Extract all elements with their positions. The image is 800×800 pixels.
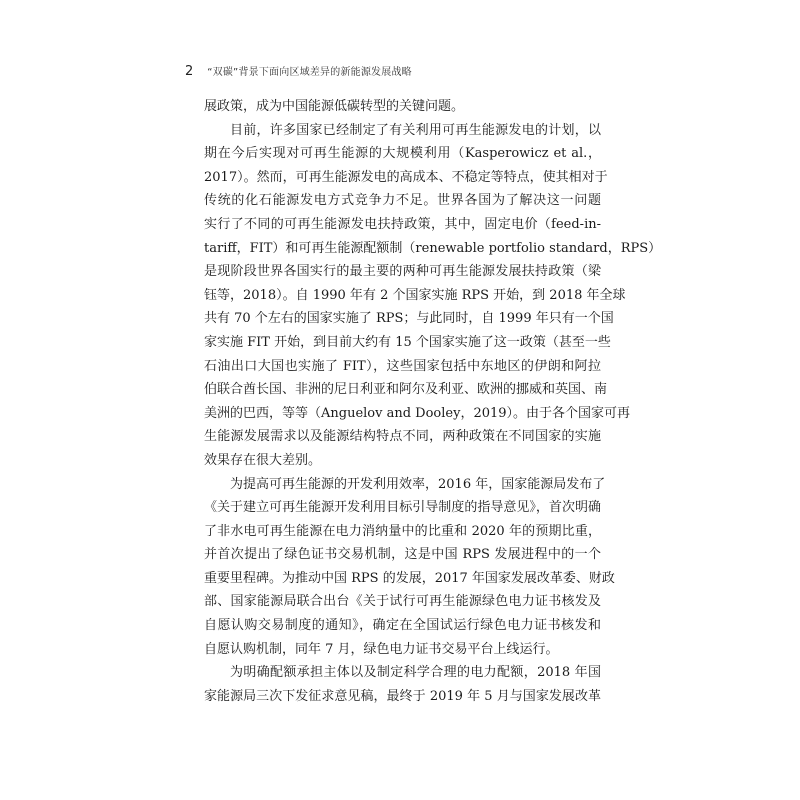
text-line: 目前，许多国家已经制定了有关利用可再生能源发电的计划，以 xyxy=(230,122,601,138)
running-title: “双碳”背景下面向区域差异的新能源发展战略 xyxy=(207,67,412,78)
text-line: 是现阶段世界各国实行的最主要的两种可再生能源发展扶持政策（梁 xyxy=(204,264,601,280)
text-line: 为提高可再生能源的开发利用效率，2016 年，国家能源局发布了 xyxy=(230,476,606,492)
text-line: 钰等，2018）。自 1990 年有 2 个国家实施 RPS 开始，到 2018 年全球 xyxy=(204,287,626,303)
body-text xyxy=(204,95,662,708)
text-line: 自愿认购机制，同年 7 月，绿色电力证书交易平台上线运行。 xyxy=(204,641,559,657)
text-line: 共有 70 个左右的国家实施了 RPS；与此同时，自 1999 年只有一个国 xyxy=(204,311,614,327)
text-line: 生能源发展需求以及能源结构特点不同，两种政策在不同国家的实施 xyxy=(204,429,601,445)
text-line: 2017）。然而，可再生能源发电的高成本、不稳定等特点，使其相对于 xyxy=(204,169,608,185)
text-line: 并首次提出了绿色证书交易机制，这是中国 RPS 发展进程中的一个 xyxy=(204,547,601,563)
text-line: 展政策，成为中国能源低碳转型的关键问题。 xyxy=(204,99,465,114)
text-line: 家能源局三次下发征求意见稿，最终于 2019 年 5 月与国家发展改革 xyxy=(204,688,601,704)
text-line: 效果存在很大差别。 xyxy=(204,452,322,468)
text-line: 传统的化石能源发电方式竞争力不足。世界各国为了解决这一问题 xyxy=(204,193,601,209)
text-line: 《关于建立可再生能源开发利用目标引导制度的指导意见》，首次明确 xyxy=(204,500,601,516)
text-line: 部、国家能源局联合出台《关于试行可再生能源绿色电力证书核发及 xyxy=(204,594,601,610)
text-line: 实行了不同的可再生能源发电扶持政策，其中，固定电价（feed-in- xyxy=(204,216,601,232)
page-header xyxy=(185,63,412,81)
text-line: 石油出口大国也实施了 FIT），这些国家包括中东地区的伊朗和阿拉 xyxy=(204,358,601,374)
text-line: tariff，FIT）和可再生能源配额制（renewable portfolio standard，RPS） xyxy=(204,240,662,256)
text-line: 自愿认购交易制度的通知》，确定在全国试运行绿色电力证书核发和 xyxy=(204,618,601,634)
text-line: 重要里程碑。为推动中国 RPS 的发展，2017 年国家发展改革委、财政 xyxy=(204,570,615,586)
text-line: 期在今后实现对可再生能源的大规模利用（Kasperowicz et al.， xyxy=(204,146,601,162)
text-line: 为明确配额承担主体以及制定科学合理的电力配额，2018 年国 xyxy=(230,665,601,681)
text-line: 了非水电可再生能源在电力消纳量中的比重和 2020 年的预期比重， xyxy=(204,523,601,539)
page-number: 2 xyxy=(185,64,194,79)
text-line: 家实施 FIT 开始，到目前大约有 15 个国家实施了这一政策（甚至一些 xyxy=(204,334,611,350)
text-line: 美洲的巴西，等等（Anguelov and Dooley，2019）。由于各个国家可再 xyxy=(204,405,631,421)
text-line: 伯联合酋长国、非洲的尼日利亚和阿尔及利亚、欧洲的挪威和英国、南 xyxy=(204,382,608,398)
